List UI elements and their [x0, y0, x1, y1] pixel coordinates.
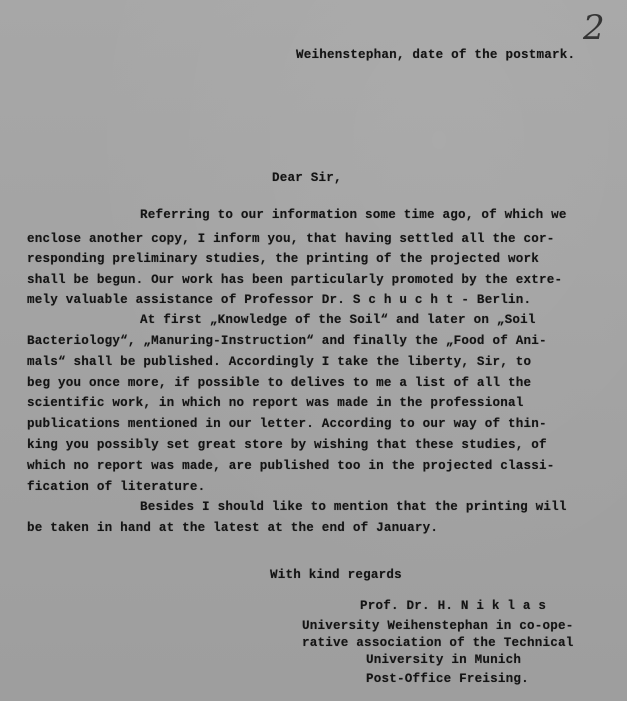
closing: With kind regards [270, 568, 402, 582]
body-line: king you possibly set great store by wishing that these studies, of [27, 438, 547, 452]
signature-address: Post-Office Freising. [366, 672, 529, 686]
body-line: scientific work, in which no report was made in the professional [27, 396, 524, 410]
body-line: At first „Knowledge of the Soil“ and later on „Soil [140, 313, 536, 327]
body-line: shall be begun. Our work has been particularly promoted by the extre- [27, 273, 563, 287]
body-line: mals“ shall be published. Accordingly I take the liberty, Sir, to [27, 355, 532, 369]
body-line: which no report was made, are published too in the projected classi- [27, 459, 555, 473]
body-line: mely valuable assistance of Professor Dr. S c h u c h t - Berlin. [27, 293, 532, 307]
body-line: fication of literature. [27, 480, 206, 494]
signature-affiliation: University Weihenstephan in co-ope- [302, 619, 574, 633]
signature-affiliation: University in Munich [366, 653, 522, 667]
dateline: Weihenstephan, date of the postmark. [296, 48, 576, 62]
body-line: enclose another copy, I inform you, that having settled all the cor- [27, 232, 555, 246]
body-line: be taken in hand at the latest at the end of January. [27, 521, 439, 535]
page-number: 2 [583, 8, 605, 48]
signature-affiliation: rative association of the Technical [302, 636, 574, 650]
body-line: beg you once more, if possible to delives to me a list of all the [27, 376, 532, 390]
body-line: Besides I should like to mention that the printing will [140, 500, 567, 514]
salutation: Dear Sir, [272, 171, 342, 185]
body-line: Referring to our information some time ago, of which we [140, 208, 567, 222]
body-line: publications mentioned in our letter. According to our way of thin- [27, 417, 547, 431]
signature-name: Prof. Dr. H. N i k l a s [360, 599, 547, 613]
body-line: responding preliminary studies, the printing of the projected work [27, 252, 539, 266]
body-line: Bacteriology“, „Manuring-Instruction“ and finally the „Food of Ani- [27, 334, 547, 348]
